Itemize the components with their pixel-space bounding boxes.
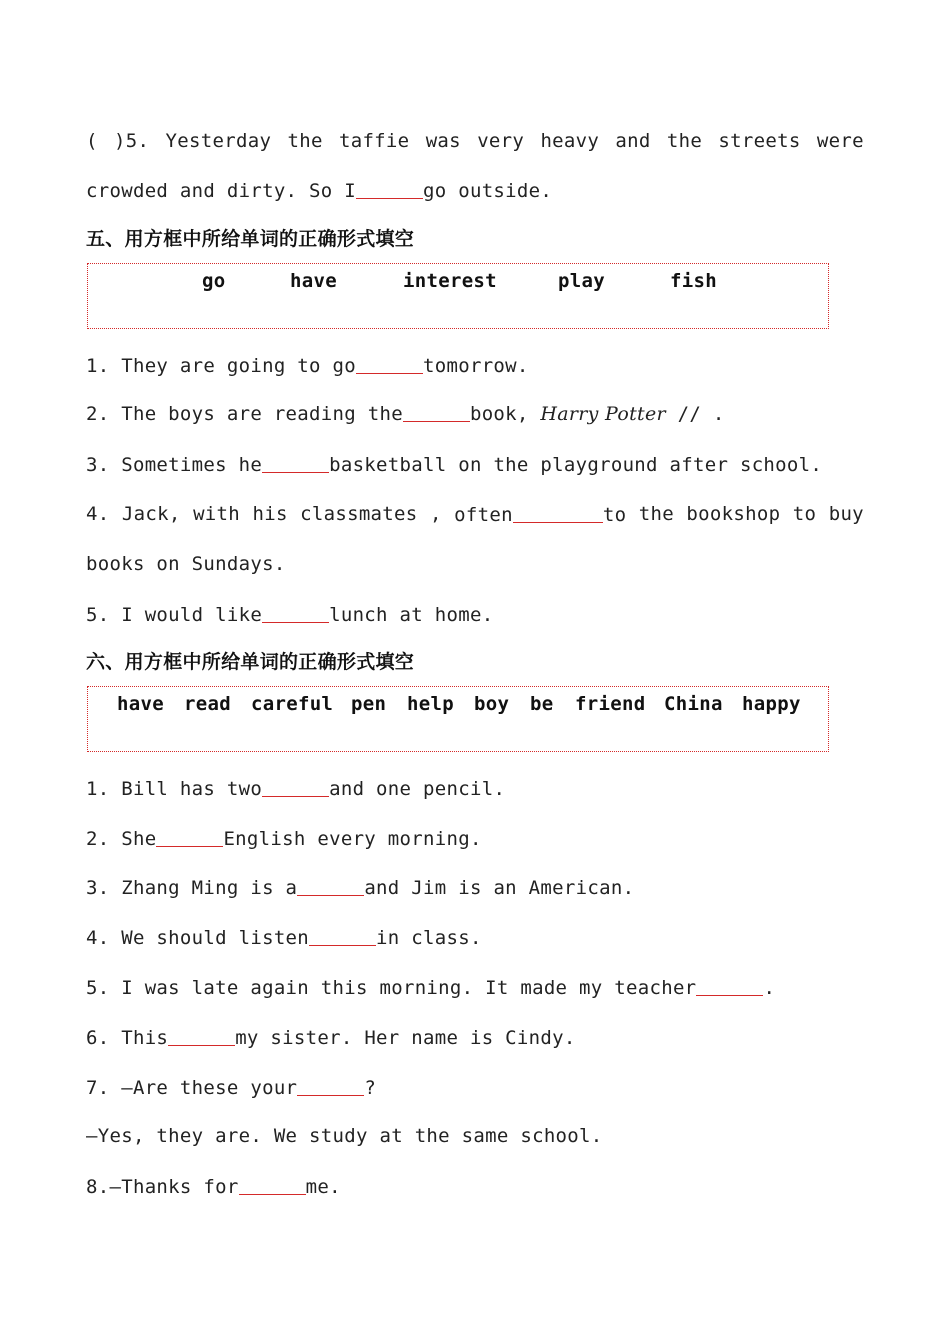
section-6-item-5: 5. I was late again this morning. It made my teacher . <box>86 977 776 999</box>
word-bank-item: play <box>558 270 605 292</box>
word-bank-item: pen <box>351 693 387 715</box>
word-bank-item: read <box>184 693 231 715</box>
answer-blank[interactable] <box>309 925 376 946</box>
section-6-item-4: 4. We should listen in class. <box>86 927 482 949</box>
question-5-line2: crowded and dirty. So I go outside. <box>86 180 553 202</box>
answer-blank[interactable] <box>513 502 603 523</box>
word-bank-item: fish <box>670 270 717 292</box>
section-6-item-2: 2. She English every morning. <box>86 828 482 850</box>
answer-blank[interactable] <box>262 452 329 473</box>
word: the <box>287 130 323 152</box>
section-6-item-7-reply: —Yes, they are. We study at the same school. <box>86 1125 603 1147</box>
question-5-line1 <box>86 129 864 153</box>
section-6-word-box <box>87 686 829 752</box>
answer-blank[interactable] <box>262 776 329 797</box>
word-bank-item: have <box>117 693 164 715</box>
word: taffie <box>338 130 410 152</box>
word: the <box>666 130 703 152</box>
section-5-item-1: 1. They are going to go tomorrow. <box>86 355 529 377</box>
answer-blank[interactable] <box>297 875 364 896</box>
section-5-item-4-line1: 4. Jack, with his classmates , often to the bookshop to buy <box>86 503 864 526</box>
section-5-item-2: 2. The boys are reading the book, Harry Potter // . <box>86 403 725 425</box>
word: streets <box>718 130 801 152</box>
answer-blank[interactable] <box>403 401 470 422</box>
word-bank-item: boy <box>474 693 510 715</box>
section-5-item-5: 5. I would like lunch at home. <box>86 604 494 626</box>
section-6-item-7: 7. —Are these your ? <box>86 1077 377 1099</box>
answer-blank[interactable] <box>156 826 223 847</box>
word: and <box>615 130 651 152</box>
section-6-item-1: 1. Bill has two and one pencil. <box>86 778 506 800</box>
word-bank-item: be <box>530 693 554 715</box>
word-bank-item: go <box>202 270 226 292</box>
section-6-item-6: 6. This my sister. Her name is Cindy. <box>86 1027 576 1049</box>
word-bank-item: careful <box>251 693 334 715</box>
section-5-word-box <box>87 263 829 329</box>
word: Yesterday <box>165 130 272 152</box>
answer-blank[interactable] <box>356 353 423 374</box>
answer-blank[interactable] <box>696 975 763 996</box>
word-bank-item: have <box>290 270 337 292</box>
section-5-heading: 五、用方框中所给单词的正确形式填空 <box>86 228 415 250</box>
word-bank-item: help <box>407 693 454 715</box>
word: ( <box>86 130 98 152</box>
word-bank-item: interest <box>403 270 497 292</box>
section-6-heading: 六、用方框中所给单词的正确形式填空 <box>86 651 415 673</box>
section-6-item-3: 3. Zhang Ming is a and Jim is an American. <box>86 877 635 899</box>
word-bank-item: China <box>664 693 723 715</box>
word: were <box>816 130 864 152</box>
word-bank-item: happy <box>742 693 801 715</box>
section-5-item-4-line2: books on Sundays. <box>86 553 286 575</box>
word-bank-item: friend <box>575 693 646 715</box>
section-6-item-8: 8.—Thanks for me. <box>86 1176 341 1198</box>
answer-blank[interactable] <box>168 1025 235 1046</box>
answer-blank[interactable] <box>356 178 423 199</box>
word: )5. <box>114 130 150 152</box>
section-5-item-3: 3. Sometimes he basketball on the playground after school. <box>86 454 823 476</box>
answer-blank[interactable] <box>297 1075 364 1096</box>
answer-blank[interactable] <box>262 602 329 623</box>
book-title: Harry Potter <box>540 403 666 425</box>
word: was <box>425 130 461 152</box>
word: very <box>477 130 525 152</box>
word: heavy <box>540 130 600 152</box>
answer-blank[interactable] <box>239 1174 306 1195</box>
